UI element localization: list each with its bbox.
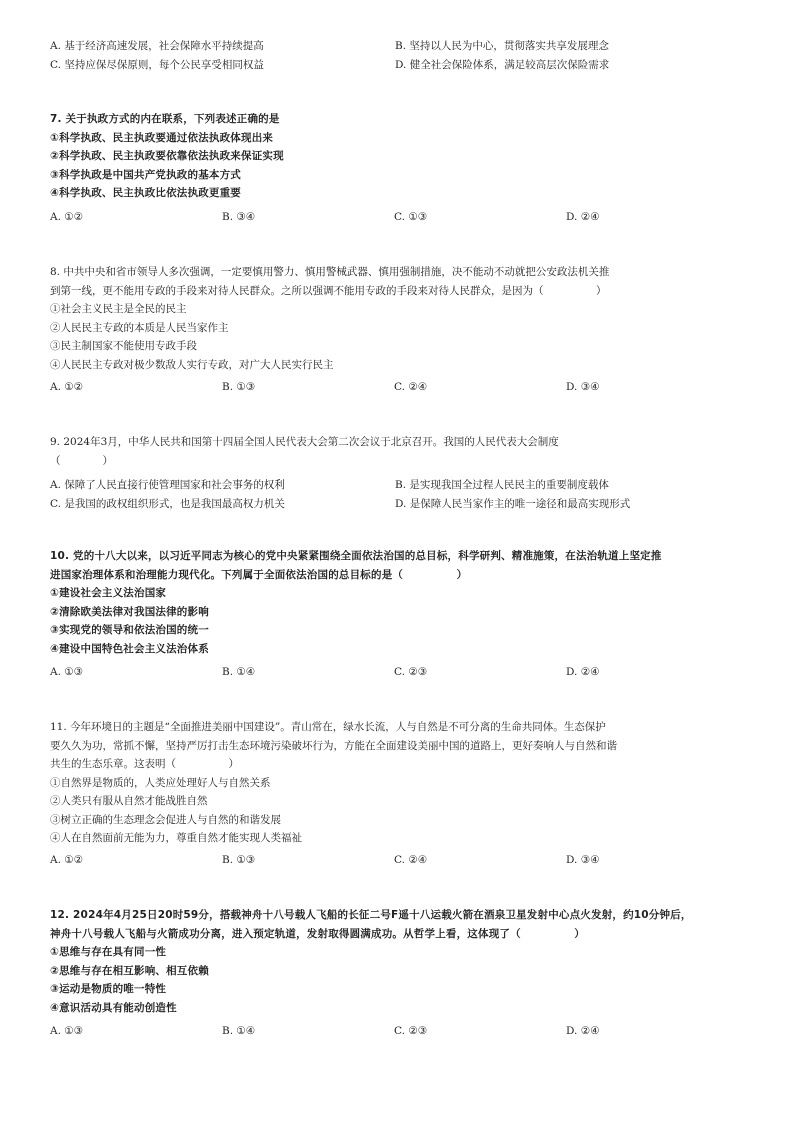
- question-11-options: [50, 851, 740, 870]
- statement-item: ①科学执政、民主执政要通过依法执政体现出来: [50, 131, 274, 144]
- question-stem: 7. 关于执政方式的内在联系，下列表述正确的是: [50, 113, 280, 125]
- question-9-options: [50, 476, 740, 513]
- question-stem-line: 9. 2024年3月，中华人民共和国第十四届全国人民代表大会第二次会议于北京召开。我国的人民代表大会制度: [50, 436, 559, 448]
- question-stem-line: 要久久为功，常抓不懈，坚持严厉打击生态环境污染破坏行为，方能在全面建设美丽中国的道路上，更好奏响人与自然和谐: [50, 739, 617, 752]
- option-a: A. ①③: [50, 1025, 84, 1037]
- option-a: A. ①②: [50, 381, 84, 393]
- statement-item: ①自然界是物质的，人类应处理好人与自然关系: [50, 776, 271, 789]
- option-d: D. 健全社会保险体系，满足较高层次保险需求: [395, 58, 610, 71]
- option-b: B. ①③: [222, 854, 256, 866]
- question-9: [50, 433, 740, 470]
- question-11: [50, 718, 740, 848]
- statement-item: ③科学执政是中国共产党执政的基本方式: [50, 168, 241, 181]
- question-8-options: [50, 378, 740, 397]
- statement-item: ①思维与存在具有同一性: [50, 946, 167, 958]
- statement-item: ④建设中国特色社会主义法治体系: [50, 642, 209, 655]
- option-d: D. ③④: [566, 854, 600, 866]
- statement-item: ②科学执政、民主执政要依靠依法执政来保证实现: [50, 150, 284, 162]
- question-6-options: [50, 37, 740, 74]
- statement-item: ④意识活动具有能动创造性: [50, 1001, 177, 1014]
- question-stem-line: 到第一线，更不能用专政的手段来对待人民群众。之所以强调不能用专政的手段来对待人民群众，是因为（ ）: [50, 284, 607, 297]
- question-stem-line: 共生的生态乐章。这表明（ ）: [50, 758, 239, 770]
- option-d: D. ②④: [566, 1025, 600, 1037]
- option-c: C. ②③: [394, 666, 428, 678]
- option-c: C. ①③: [394, 211, 428, 223]
- question-7-options: [50, 208, 740, 227]
- option-a: A. 保障了人民直接行使管理国家和社会事务的权利: [50, 479, 285, 491]
- statement-item: ③运动是物质的唯一特性: [50, 983, 167, 995]
- statement-item: ③民主制国家不能使用专政手段: [50, 340, 197, 352]
- question-10-options: [50, 663, 740, 682]
- option-b: B. 坚持以人民为中心，贯彻落实共享发展理念: [395, 40, 609, 52]
- option-c: C. 坚持应保尽保原则，每个公民享受相同权益: [50, 58, 264, 71]
- question-stem-line: （ ）: [50, 454, 113, 467]
- statement-item: ④人民民主专政对极少数敌人实行专政，对广大人民实行民主: [50, 358, 334, 371]
- option-a: A. ①②: [50, 211, 84, 223]
- question-stem-line: 神舟十八号载人飞船与火箭成功分离，进入预定轨道，发射取得圆满成功。从哲学上看，这体现了（ ）: [50, 927, 585, 940]
- option-c: C. 是我国的政权组织形式，也是我国最高权力机关: [50, 497, 285, 510]
- question-12: [50, 906, 740, 1017]
- option-a: A. ①③: [50, 666, 84, 678]
- question-stem-line: 11. 今年环境日的主题是“全面推进美丽中国建设”。青山常在，绿水长流，人与自然是不可分离的生命共同体。生态保护: [50, 721, 606, 733]
- option-c: C. ②④: [394, 854, 428, 866]
- question-stem-line: 12. 2024年4月25日20时59分，搭载神舟十八号载人飞船的长征二号F遥十八运载火箭在酒泉卫星发射中心点火发射，约10分钟后，: [50, 909, 692, 921]
- option-d: D. ③④: [566, 381, 600, 393]
- question-12-options: [50, 1022, 740, 1041]
- question-stem-line: 进国家治理体系和治理能力现代化。下列属于全面依法治国的总目标的是（ ）: [50, 568, 468, 581]
- option-c: C. ②④: [394, 381, 428, 393]
- option-b: B. ①③: [222, 381, 256, 393]
- option-b: B. ①④: [222, 1025, 256, 1037]
- option-a: A. ①②: [50, 854, 84, 866]
- question-stem-line: 10. 党的十八大以来，以习近平同志为核心的党中央紧紧围绕全面依法治国的总目标，科学研判、精准施策，在法治轨道上坚定推: [50, 550, 662, 562]
- option-d: D. ②④: [566, 666, 600, 678]
- option-b: B. ③④: [222, 211, 256, 223]
- statement-item: ②清除欧美法律对我国法律的影响: [50, 605, 209, 618]
- option-b: B. ①④: [222, 666, 256, 678]
- option-d: D. ②④: [566, 211, 600, 223]
- option-c: C. ②③: [394, 1025, 428, 1037]
- statement-item: ①社会主义民主是全民的民主: [50, 303, 187, 315]
- statement-item: ④科学执政、民主执政比依法执政更重要: [50, 187, 241, 199]
- option-a: A. 基于经济高速发展，社会保障水平持续提高: [50, 40, 264, 52]
- option-d: D. 是保障人民当家作主的唯一途径和最高实现形式: [395, 497, 631, 510]
- statement-item: ③树立正确的生态理念会促进人与自然的和谐发展: [50, 813, 281, 826]
- option-b: B. 是实现我国全过程人民民主的重要制度载体: [395, 479, 609, 491]
- question-8: [50, 263, 740, 374]
- statement-item: ②人民民主专政的本质是人民当家作主: [50, 321, 229, 334]
- question-stem-line: 8. 中共中央和省市领导人多次强调，一定要慎用警力、慎用警械武器、慎用强制措施，决不能动不动就把公安政法机关推: [50, 266, 610, 278]
- statement-item: ①建设社会主义法治国家: [50, 587, 167, 599]
- statement-item: ③实现党的领导和依法治国的统一: [50, 624, 209, 636]
- statement-item: ④人在自然面前无能为力，尊重自然才能实现人类福祉: [50, 832, 302, 844]
- question-7: [50, 110, 740, 203]
- statement-item: ②思维与存在相互影响、相互依赖: [50, 964, 209, 977]
- statement-item: ②人类只有服从自然才能战胜自然: [50, 795, 208, 807]
- question-10: [50, 547, 740, 658]
